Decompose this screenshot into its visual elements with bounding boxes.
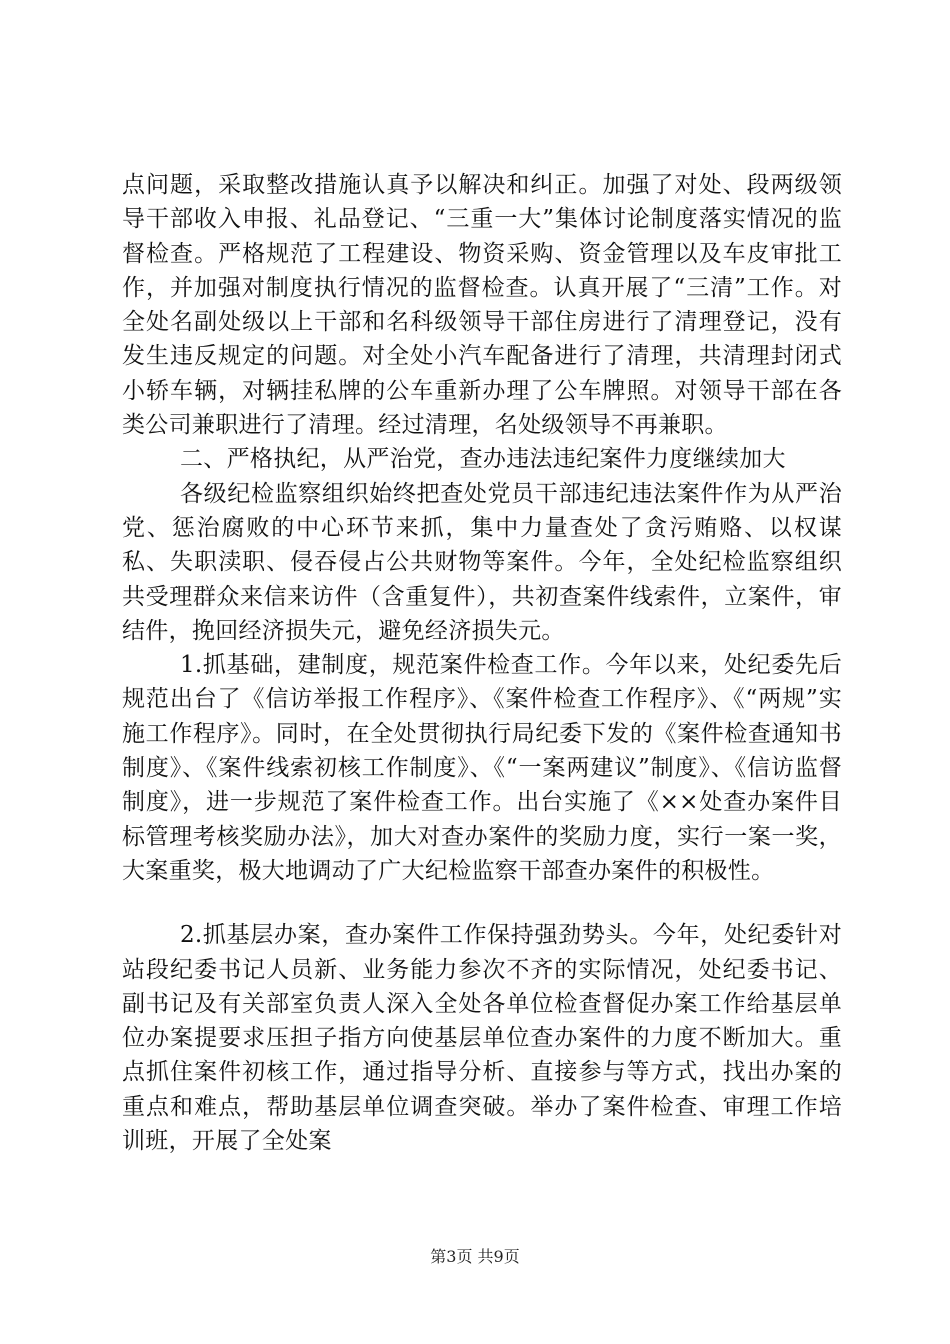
document-body [122, 168, 842, 1158]
paragraph-spacer [122, 888, 842, 918]
paragraph-item-2: 2.抓基层办案，查办案件工作保持强劲势头。今年，处纪委针对站段纪委书记人员新、业务能力参次不齐的实际情况，处纪委书记、副书记及有关部室负责人深入全处各单位检查督促办案工作给基层单位办案提要求压担子指方向使基层单位查办案件的力度不断加大。重点抓住案件初核工作，通过指导分析、直接参与等方式，找出办案的重点和难点，帮助基层单位调查突破。举办了案件检查、审理工作培训班，开展了全处案 [122, 922, 842, 1155]
paragraph: 各级纪检监察组织始终把查处党员干部违纪违法案件作为从严治党、惩治腐败的中心环节来抓，集中力量查处了贪污贿赂、以权谋私、失职渎职、侵吞侵占公共财物等案件。今年，全处纪检监察组织共受理群众来信来访件（含重复件），共初查案件线索件，立案件，审结件，挽回经济损失元，避免经济损失元。 [122, 480, 842, 644]
paragraph-item-1: 1.抓基础，建制度，规范案件检查工作。今年以来，处纪委先后规范出台了《信访举报工作程序》、《案件检查工作程序》、《“两规”实施工作程序》。同时，在全处贯彻执行局纪委下发的《案件检查通知书制度》、《案件线索初核工作制度》、《“一案两建议”制度》、《信访监督制度》，进一步规范了案件检查工作。出台实施了《××处查办案件目标管理考核奖励办法》，加大对查办案件的奖励力度，实行一案一奖，大案重奖，极大地调动了广大纪检监察干部查办案件的积极性。 [122, 652, 842, 884]
page-number-footer: 第3页 共9页 [430, 1247, 520, 1266]
paragraph-continued: 点问题，采取整改措施认真予以解决和纠正。加强了对处、段两级领导干部收入申报、礼品登记、“三重一大”集体讨论制度落实情况的监督检查。严格规范了工程建设、物资采购、资金管理以及车皮审批工作，并加强对制度执行情况的监督检查。认真开展了“三清”工作。对全处名副处级以上干部和名科级领导干部住房进行了清理登记，没有发生违反规定的问题。对全处小汽车配备进行了清理，共清理封闭式小轿车辆，对辆挂私牌的公车重新办理了公车牌照。对领导干部在各类公司兼职进行了清理。经过清理，名处级领导不再兼职。 [122, 172, 842, 439]
section-heading: 二、严格执纪，从严治党，查办违法违纪案件力度继续加大 [180, 446, 786, 473]
